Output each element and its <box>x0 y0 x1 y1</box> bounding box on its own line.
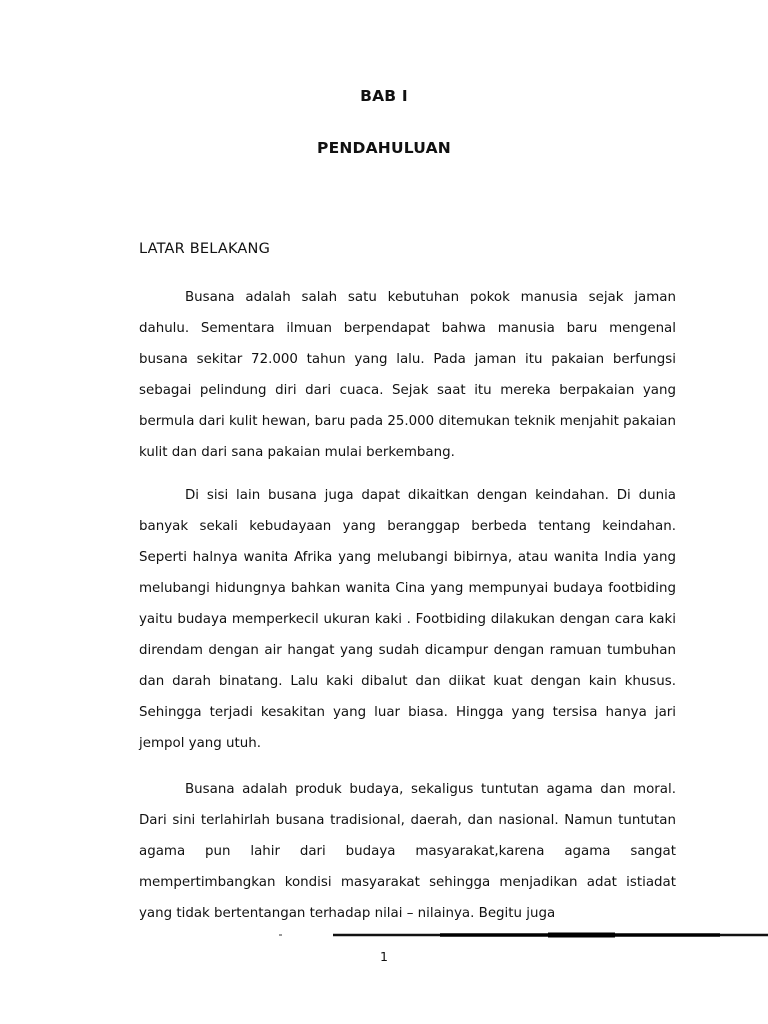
paragraph-2: Di sisi lain busana juga dapat dikaitkan dengan keindahan. Di dunia banyak sekali kebudayaan yang beranggap berbeda tentang keindahan. Seperti halnya wanita Afrika yang melubangi bibirnya, atau wanita India yang melubangi hidungnya bahkan wanita Cina yang mempunyai budaya footbiding yaitu budaya memperkecil ukuran kaki . Footbiding dilakukan dengan cara kaki direndam dengan air hangat yang sudah dicampur dengan ramuan tumbuhan dan darah binatang. Lalu kaki dibalut dan diikat kuat dengan kain khusus. Sehingga terjadi kesakitan yang luar biasa. Hingga yang tersisa hanya jari jempol yang utuh. <box>139 488 676 751</box>
paragraph-3: Busana adalah produk budaya, sekaligus tuntutan agama dan moral. Dari sini terlahirlah busana tradisional, daerah, dan nasional. Namun tuntutan agama pun lahir dari budaya masyarakat,karena agama sangat mempertimbangkan kondisi masyarakat sehingga menjadikan adat istiadat yang tidak bertentangan terhadap nilai – nilainya. Begitu juga <box>139 782 676 921</box>
chapter-number: BAB I <box>360 87 408 105</box>
chapter-title: PENDAHULUAN <box>317 139 451 157</box>
page-number: 1 <box>380 949 388 964</box>
paragraph-1: Busana adalah salah satu kebutuhan pokok manusia sejak jaman dahulu. Sementara ilmuan berpendapat bahwa manusia baru mengenal busana sekitar 72.000 tahun yang lalu. Pada jaman itu pakaian berfungsi sebagai pelindung diri dari cuaca. Sejak saat itu mereka berpakaian yang bermula dari kulit hewan, baru pada 25.000 ditemukan teknik menjahit pakaian kulit dan dari sana pakaian mulai berkembang. <box>139 290 676 460</box>
section-heading: LATAR BELAKANG <box>139 241 271 257</box>
footer-divider <box>0 930 768 940</box>
